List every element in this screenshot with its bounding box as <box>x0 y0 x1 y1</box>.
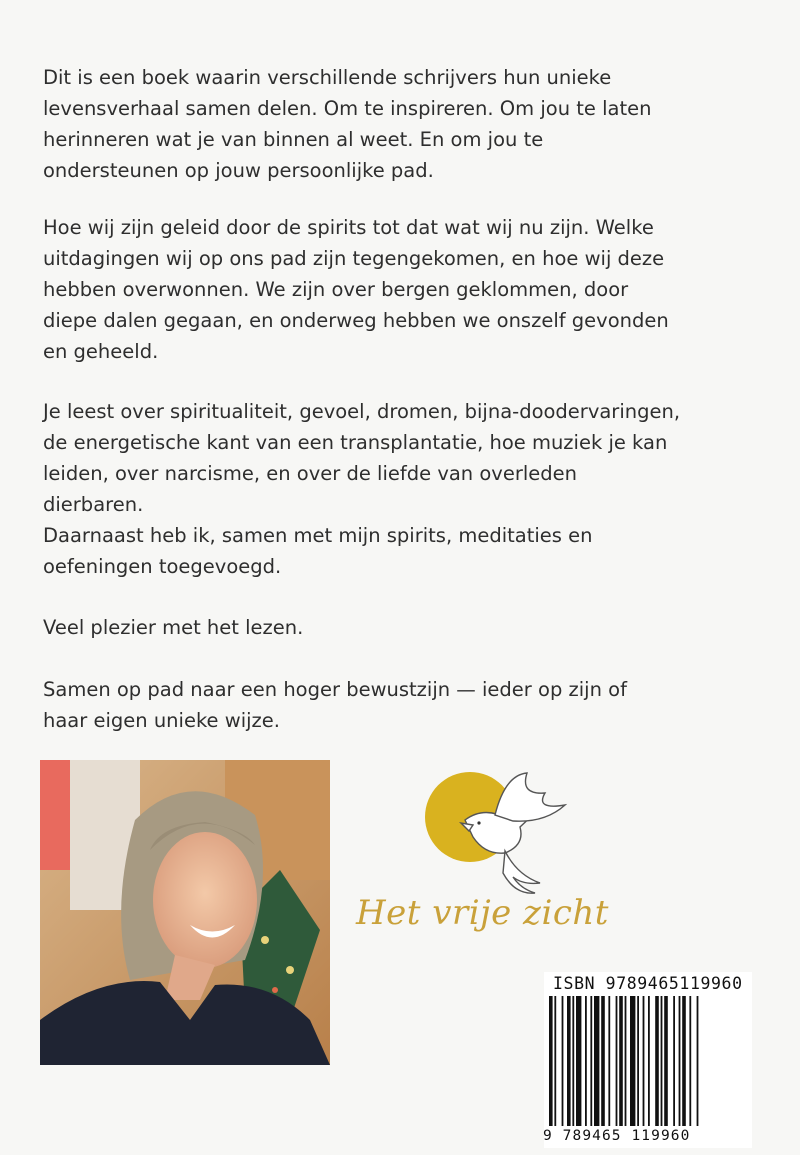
barcode-bar <box>590 996 592 1126</box>
barcode-bar <box>576 996 581 1126</box>
text-line: ondersteunen op jouw persoonlijke pad. <box>43 159 434 182</box>
barcode-bar <box>616 996 618 1126</box>
isbn-label: ISBN 9789465119960 <box>553 974 743 993</box>
text-line: Dit is een boek waarin verschillende schrijvers hun unieke <box>43 66 612 89</box>
barcode-bar <box>679 996 681 1126</box>
text-line: Veel plezier met het lezen. <box>43 616 304 639</box>
barcode-bar <box>637 996 639 1126</box>
publisher-name: Het vrije zicht <box>356 893 609 933</box>
text-line: haar eigen unieke wijze. <box>43 709 280 732</box>
text-line: Samen op pad naar een hoger bewustzijn — ieder op zijn of <box>43 678 627 701</box>
text-line: herinneren wat je van binnen al weet. En om jou te <box>43 128 544 151</box>
intro-paragraph <box>43 62 743 186</box>
barcode-bar <box>661 996 663 1126</box>
barcode-bar <box>572 996 574 1126</box>
text-line: hebben overwonnen. We zijn over bergen geklommen, door <box>43 278 629 301</box>
barcode-digits: 9 789465 119960 <box>543 1128 691 1144</box>
text-line: Daarnaast heb ik, samen met mijn spirits, meditaties en <box>43 524 593 547</box>
barcode-bar <box>630 996 635 1126</box>
barcode-bar <box>689 996 691 1126</box>
text-line: dierbaren. <box>43 493 144 516</box>
text-line: Je leest over spiritualiteit, gevoel, dromen, bijna-doodervaringen, <box>43 400 681 423</box>
text-line: leiden, over narcisme, en over de liefde van overleden <box>43 462 577 485</box>
barcode-bar <box>664 996 668 1126</box>
barcode-bar <box>608 996 610 1126</box>
text-line: uitdagingen wij op ons pad zijn tegengekomen, en hoe wij deze <box>43 247 665 270</box>
enjoy-paragraph <box>43 612 743 643</box>
barcode-bar <box>594 996 599 1126</box>
barcode-bar <box>619 996 623 1126</box>
barcode-bar <box>673 996 675 1126</box>
text-line: oefeningen toegevoegd. <box>43 555 282 578</box>
topics-paragraph <box>43 396 743 582</box>
barcode-bar <box>601 996 605 1126</box>
text-line: levensverhaal samen delen. Om te inspireren. Om jou te laten <box>43 97 652 120</box>
barcode-bar <box>655 996 659 1126</box>
barcode-bar <box>585 996 587 1126</box>
barcode-icon <box>549 996 749 1126</box>
barcode-bar <box>567 996 571 1126</box>
journey-paragraph <box>43 212 743 367</box>
barcode-bar <box>643 996 645 1126</box>
barcode-bar <box>697 996 699 1126</box>
barcode-bar <box>682 996 686 1126</box>
author-photo <box>40 760 330 1065</box>
barcode-bar <box>549 996 553 1126</box>
barcode-bar <box>625 996 627 1126</box>
text-line: diepe dalen gegaan, en onderweg hebben we onszelf gevonden <box>43 309 669 332</box>
text-line: de energetische kant van een transplantatie, hoe muziek je kan <box>43 431 668 454</box>
barcode-bar <box>554 996 556 1126</box>
closing-paragraph <box>43 674 743 736</box>
author-portrait-icon <box>40 760 330 1065</box>
barcode-bar <box>648 996 650 1126</box>
text-line: Hoe wij zijn geleid door de spirits tot dat wat wij nu zijn. Welke <box>43 216 654 239</box>
text-line: en geheeld. <box>43 340 159 363</box>
barcode-bar <box>562 996 564 1126</box>
